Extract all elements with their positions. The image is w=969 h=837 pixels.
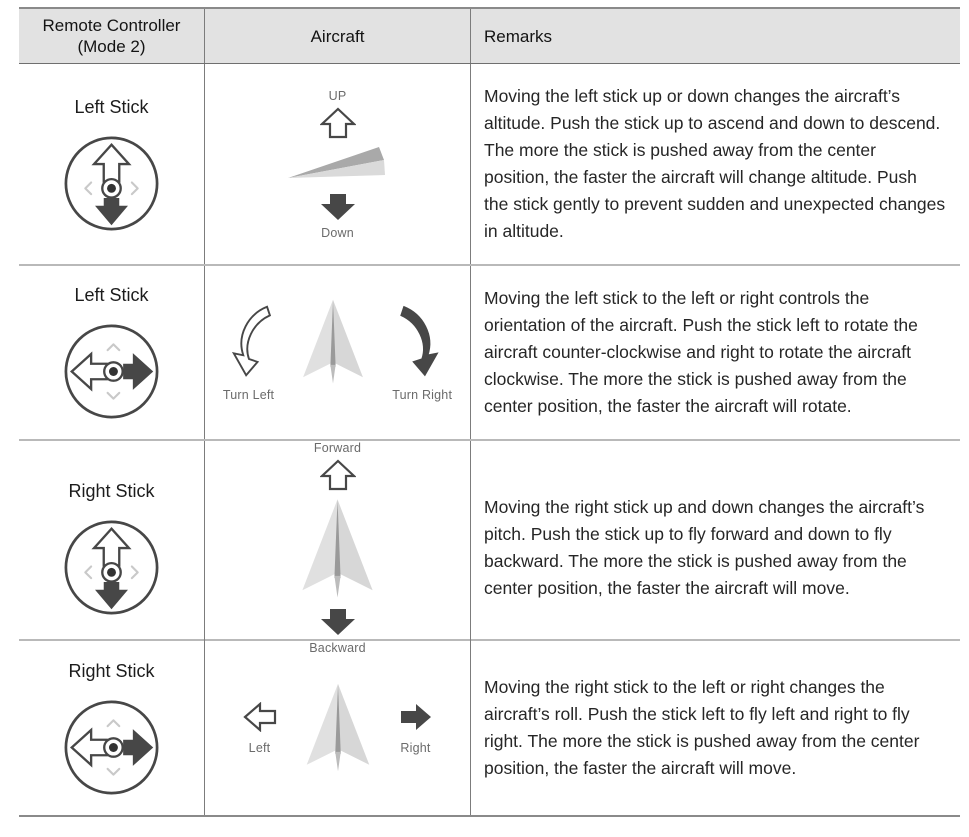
turn-right-label: Turn Right (392, 388, 453, 402)
joystick-up-down-icon (63, 519, 160, 616)
joystick-up-down-icon (63, 135, 160, 232)
stick-center-dot (107, 567, 116, 576)
forward-label: Forward (313, 441, 362, 455)
aircraft-up-label: UP (328, 88, 347, 103)
joystick-left-right-icon (63, 323, 160, 420)
paper-plane-top-icon (293, 682, 383, 774)
stick-center-dot (109, 367, 118, 376)
table-row-throttle (19, 64, 960, 264)
remark-text: Moving the left stick up or down changes the aircraft’s altitude. Push the stick up to ascend and down to descend. The more the stick is pushed away from the center position, the faster the aircraft will change altitude. Push the stick gently to prevent sudden and unexpected changes in altitude. (484, 86, 946, 241)
header-remote-controller-line1: Remote Controller (42, 16, 181, 35)
table-row-yaw (19, 264, 960, 439)
header-remote-controller (19, 9, 204, 63)
stick-label: Right Stick (68, 480, 155, 501)
remark-text: Moving the left stick to the left or right controls the orientation of the aircraft. Push the stick left to rotate the aircraft counter-clockwise and right to rotate the aircraft clockwise. The more the stick is pushed away from the center position, the faster the aircraft will rotate. (484, 288, 918, 416)
left-arrow-outline-icon (243, 702, 277, 732)
table-row-pitch (19, 439, 960, 655)
stick-center-dot (107, 183, 116, 192)
left-label: Left (248, 740, 271, 755)
rotate-ccw-arrow-outline-icon (226, 303, 272, 379)
remark-text: Moving the right stick to the left or right changes the aircraft’s roll. Push the stick left to fly left and right to fly right. The more the stick is pushed away from the center position, the faster the aircraft will move. (484, 677, 920, 778)
stick-label: Right Stick (68, 660, 155, 681)
turn-left-label: Turn Left (222, 388, 275, 402)
right-arrow-filled-icon (399, 702, 433, 732)
stick-center-dot (109, 743, 118, 752)
paper-plane-side-icon (286, 143, 390, 181)
paper-plane-top-icon (290, 298, 376, 386)
header-remarks: Remarks (470, 9, 960, 63)
controls-table (19, 7, 960, 817)
header-remote-controller-line2: (Mode 2) (77, 37, 146, 56)
aircraft-down-label: Down (321, 225, 354, 240)
down-arrow-filled-icon (320, 192, 356, 222)
paper-plane-top-icon (290, 497, 385, 601)
up-arrow-outline-icon (320, 107, 356, 139)
joystick-left-right-icon (63, 699, 160, 796)
remark-text: Moving the right stick up and down changes the aircraft’s pitch. Push the stick up to fly forward and down to fly backward. The more the stick is pushed away from the center position, the faster the aircraft will move. (484, 497, 925, 598)
stick-label: Left Stick (74, 285, 149, 305)
rotate-cw-arrow-filled-icon (399, 303, 445, 379)
table-row-roll (19, 639, 960, 815)
backward-label: Backward (309, 641, 366, 655)
right-label: Right (400, 740, 431, 755)
header-aircraft: Aircraft (204, 9, 470, 63)
down-arrow-filled-icon (320, 607, 356, 637)
up-arrow-outline-icon (320, 459, 356, 491)
table-header-row (19, 9, 960, 64)
stick-label: Left Stick (74, 96, 149, 117)
